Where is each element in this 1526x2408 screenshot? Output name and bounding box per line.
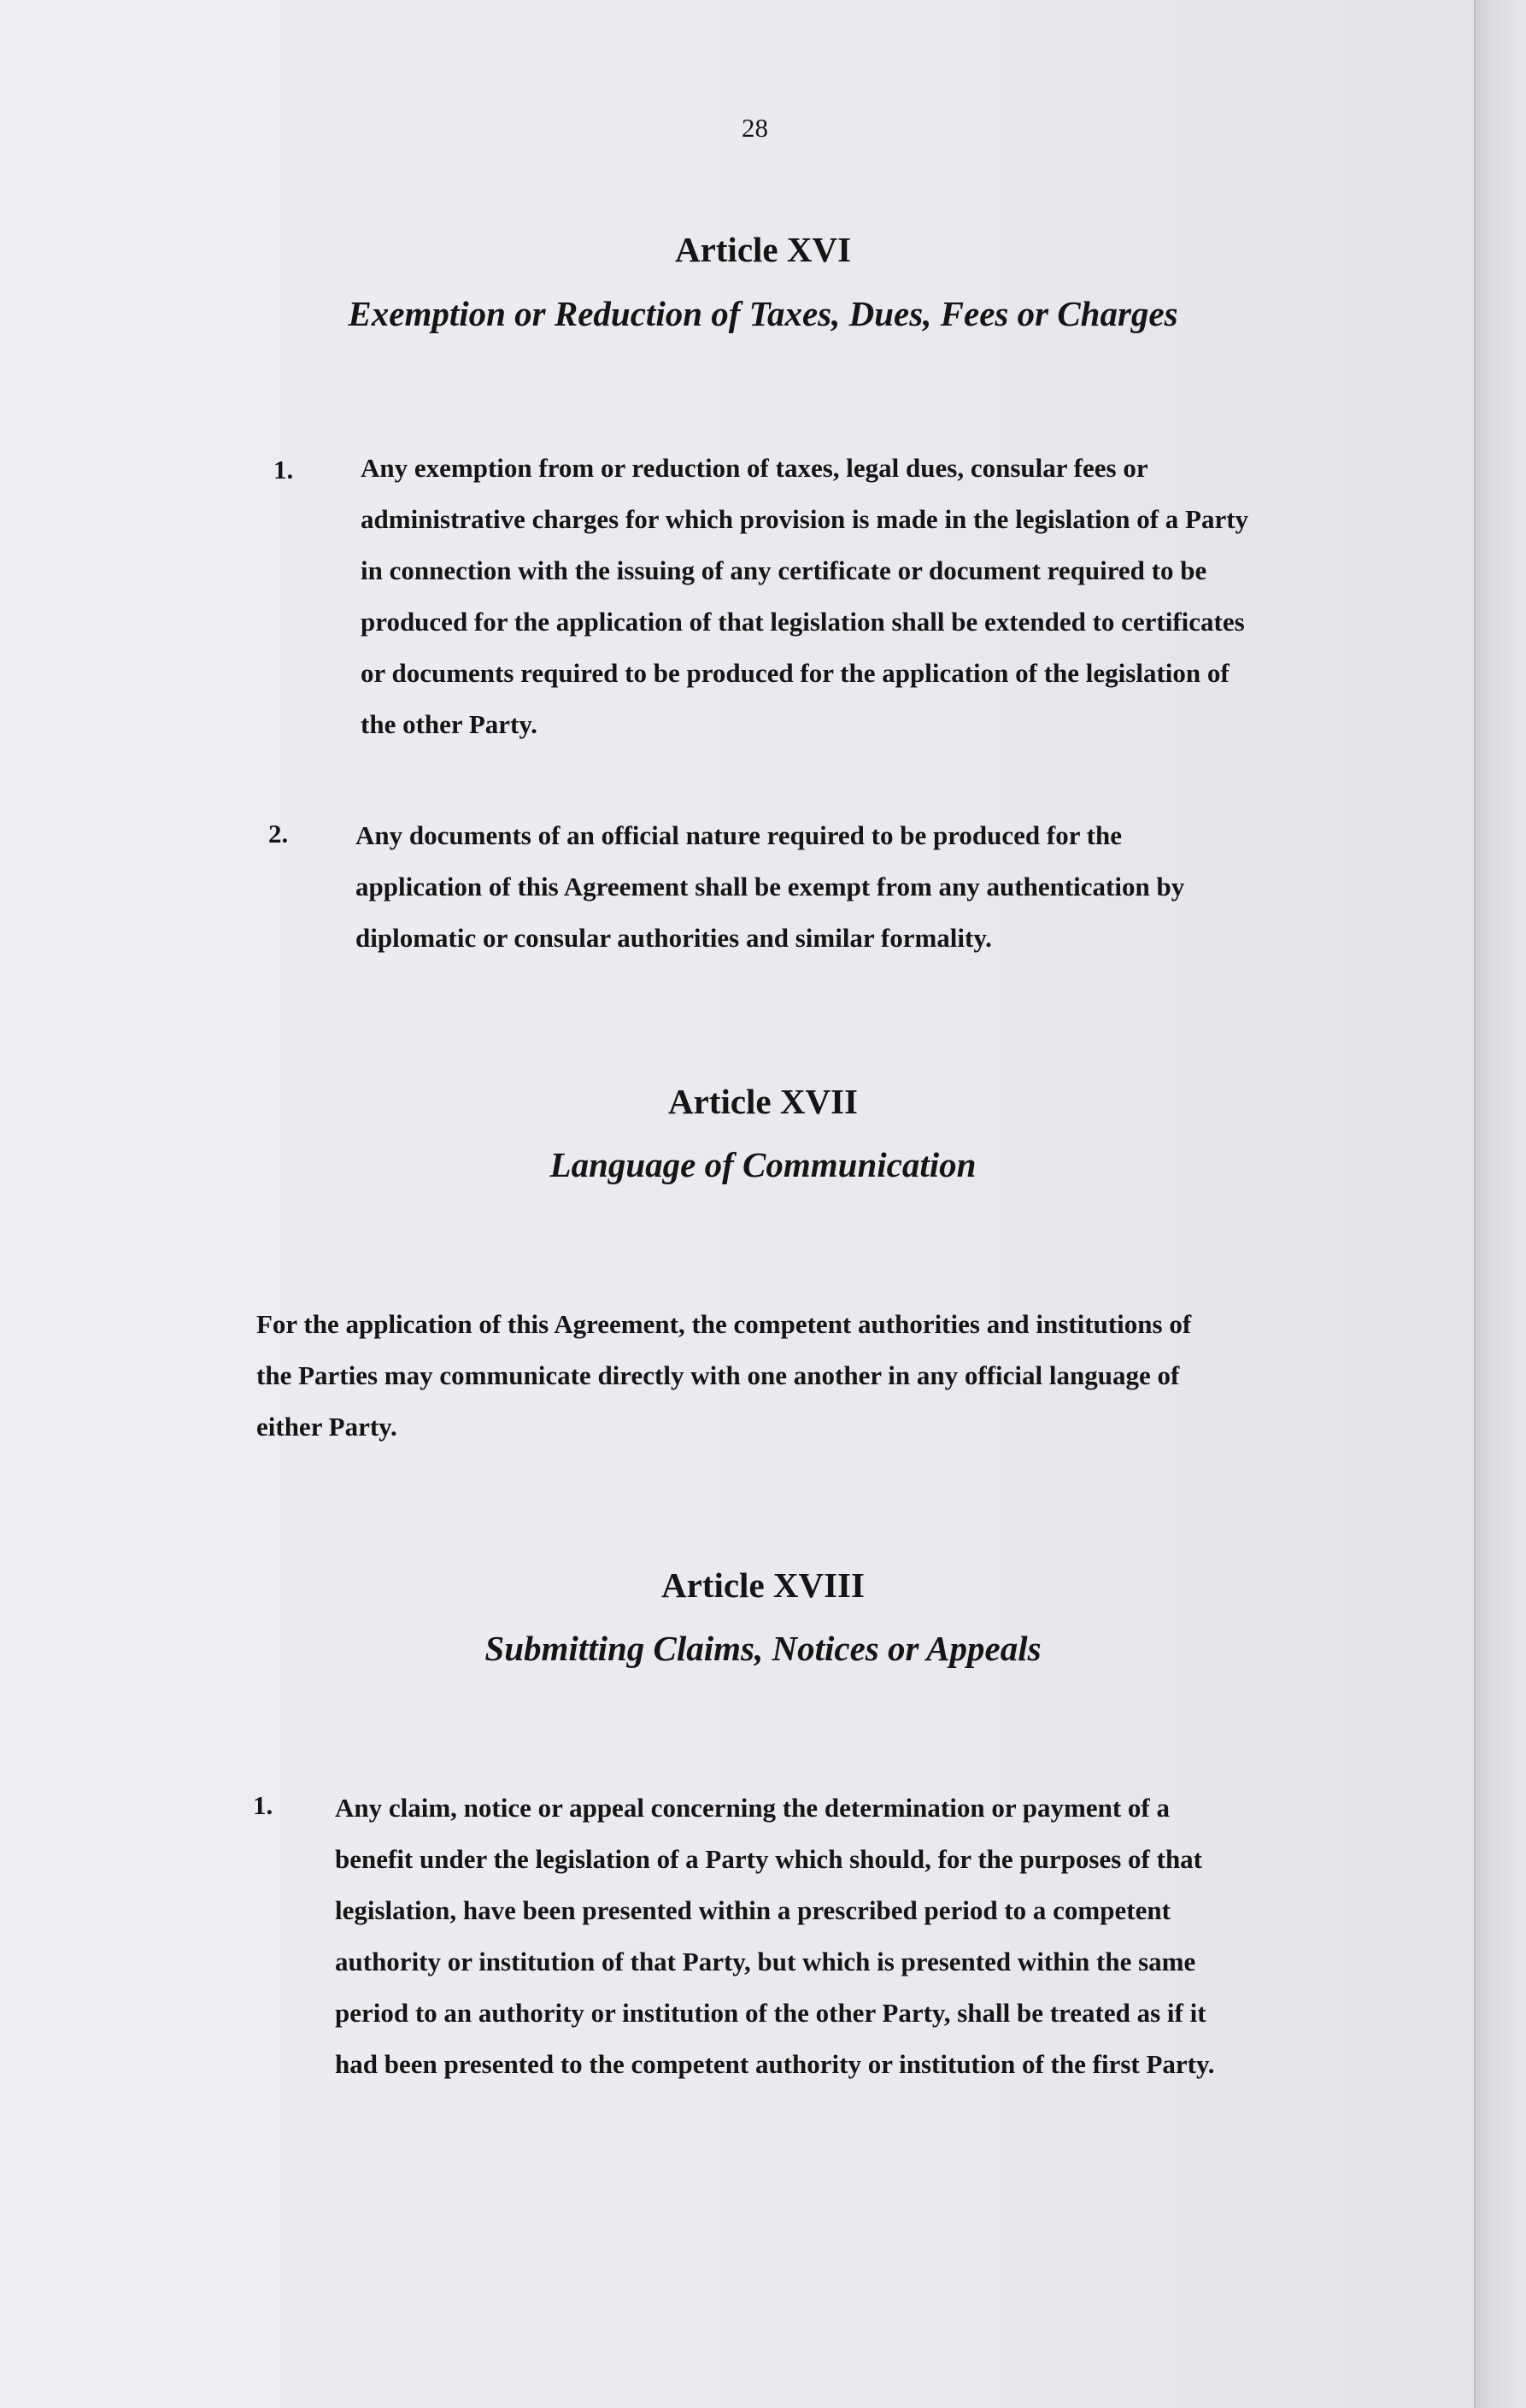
article-xviii-title: Submitting Claims, Notices or Appeals bbox=[484, 1629, 1042, 1668]
article-xvi-para-2-number: 2. bbox=[268, 819, 289, 849]
article-xvi-title: Exemption or Reduction of Taxes, Dues, Fees or Charges bbox=[348, 294, 1178, 333]
article-xvi-para-1-number: 1. bbox=[273, 455, 294, 485]
page-edge bbox=[1474, 0, 1526, 2408]
article-xviii-para-1-text: Any claim, notice or appeal concerning the determination or payment of a benefit under the legislation of a Party which should, for the purposes of that legislation, have been presented within a prescribed period to a competent authority or institution of that Party, but which is presented within the same period to an authority or institution of the other Party, shall be treated as if it had been presented to the competent authority or institution of the first Party. bbox=[335, 1793, 1215, 2079]
page-number: 28 bbox=[742, 113, 768, 143]
article-xvi-para-1-text: Any exemption from or reduction of taxes, legal dues, consular fees or administrative charges for which provision is made in the legislation of a Party in connection with the issuing of any certificate or document required to be produced for the application of that legislation shall be extended to certificates or documents required to be produced for the application of the legislation of the other Party. bbox=[361, 453, 1249, 739]
article-xvii-heading: Article XVII bbox=[667, 1082, 859, 1121]
article-xviii-heading: Article XVIII bbox=[661, 1565, 865, 1605]
article-xvi-para-2-text: Any documents of an official nature required to be produced for the application of this Agreement shall be exempt from any authentication by diplomatic or consular authorities and similar formality. bbox=[355, 820, 1185, 953]
article-xvii-para-text: For the application of this Agreement, the competent authorities and institutions of the Parties may communicate directly with one another in any official language of either Party. bbox=[256, 1309, 1192, 1442]
article-xvii-title: Language of Communication bbox=[549, 1145, 977, 1184]
article-xviii-para-1-number: 1. bbox=[253, 1790, 273, 1820]
article-xvi-heading: Article XVI bbox=[674, 230, 852, 269]
